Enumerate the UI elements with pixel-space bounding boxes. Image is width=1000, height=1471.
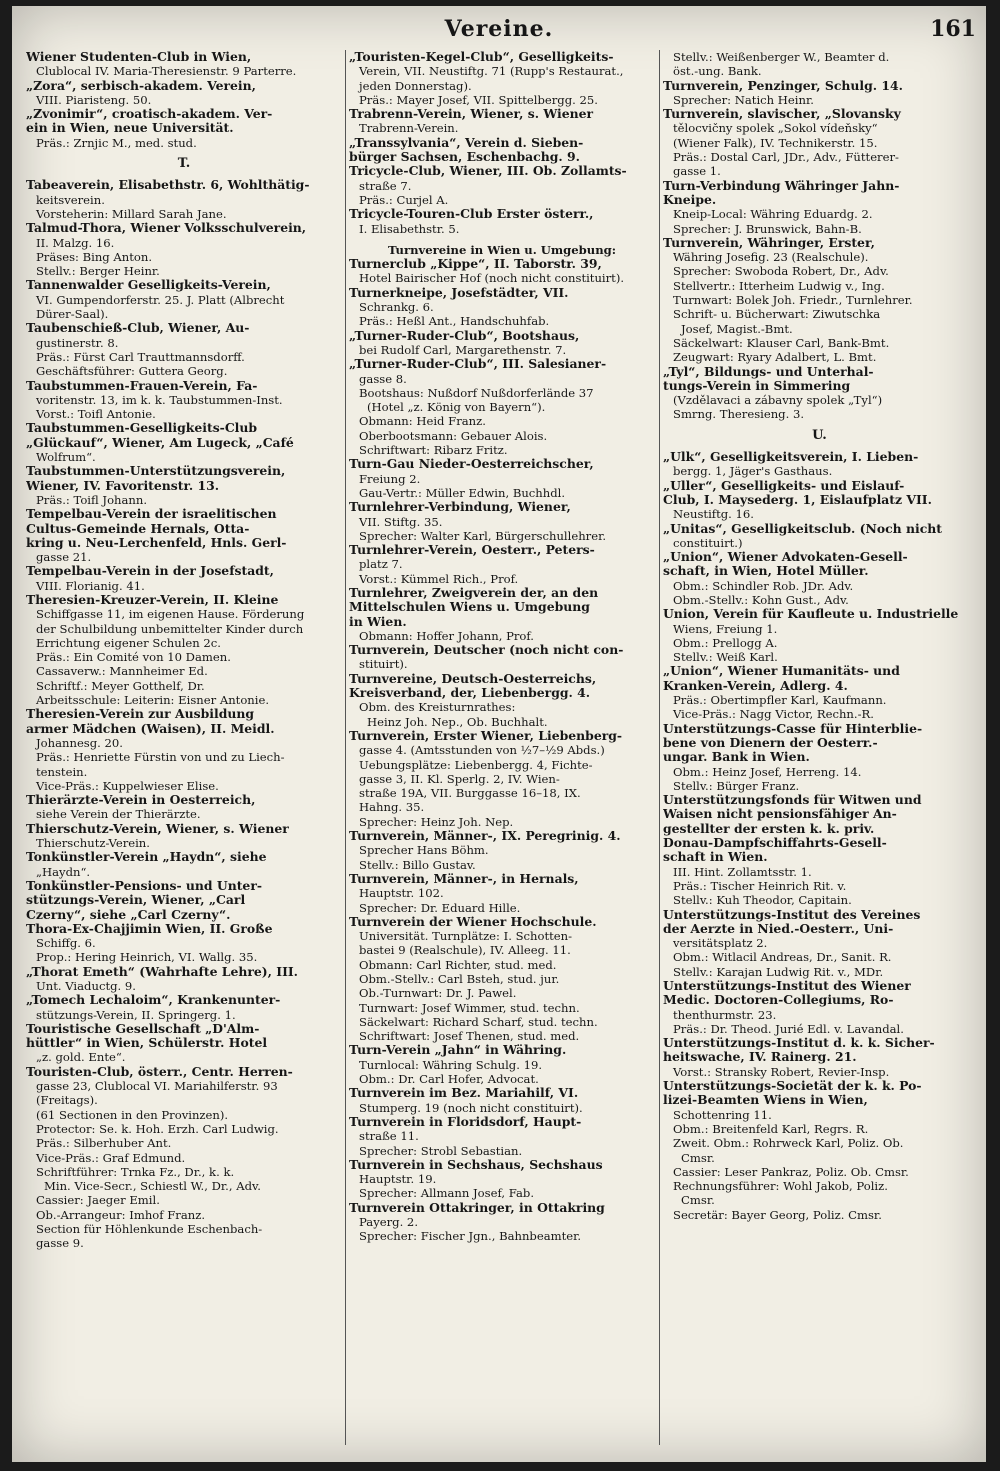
entry-heading: Turnverein der Wiener Hochschule. [349, 914, 597, 929]
entry-heading: „Transsylvania“, Verein d. Sieben- [349, 135, 584, 150]
column-rule [345, 50, 346, 1445]
entry-heading: Waisen nicht pensionsfähiger An- [663, 807, 897, 822]
entry-heading: Czerny“, siehe „Carl Czerny“. [26, 907, 231, 922]
entry-heading: Tabeaverein, Elisabethstr. 6, Wohlthätig- [26, 178, 310, 193]
entry-heading: Union, Verein für Kaufleute u. Industrielle [663, 607, 959, 622]
entry-line: thenthurmstr. 23. [673, 1007, 777, 1022]
entry-heading: Turnverein, slavischer, „Slovansky [663, 107, 901, 122]
entry-heading: Turn-Verbindung Währinger Jahn- [663, 178, 900, 193]
entry-line: Vorst.: Toifl Antonie. [36, 407, 156, 422]
entry-line: I. Elisabethstr. 5. [359, 221, 460, 236]
entry-heading: ungar. Bank in Wien. [663, 750, 810, 765]
spacer [26, 150, 342, 157]
entry-line: Säckelwart: Klauser Carl, Bank-Bmt. [673, 335, 890, 350]
entry-line: bergg. 1, Jäger's Gasthaus. [673, 464, 833, 479]
entry-heading: Thierschutz-Verein, Wiener, s. Wiener [26, 821, 289, 836]
entry-line: der Schulbildung unbemittelter Kinder durch [36, 621, 304, 636]
entry-heading: Wiener Studenten-Club in Wien, [26, 50, 252, 64]
entry-heading: der Aerzte in Nied.-Oesterr., Uni- [663, 921, 894, 936]
entry-line: Dürer-Saal). [36, 307, 109, 322]
entry-heading: Unterstützungs-Institut des Vereines [663, 907, 921, 922]
entry-line: gasse 1. [673, 164, 721, 179]
column-left [26, 50, 342, 1455]
section-letter: U. [812, 428, 827, 443]
entry-heading: „Thorat Emeth“ (Wahrhafte Lehre), III. [26, 964, 298, 979]
entry-heading: Thora-Ex-Chajjimin Wien, II. Große [26, 921, 273, 936]
entry-line: Sprecher: Strobl Sebastian. [359, 1143, 523, 1158]
column-rule [659, 50, 660, 1445]
entry-heading: stützungs-Verein, Wiener, „Carl [26, 893, 246, 908]
entry-line: Min. Vice-Secr., Schiestl W., Dr., Adv. [44, 1179, 261, 1194]
entry-line: Stumperg. 19 (noch nicht constituirt). [359, 1100, 583, 1115]
entry-heading: „Uller“, Geselligkeits- und Eislauf- [663, 478, 905, 493]
entry-heading: Unterstützungsfonds für Witwen und [663, 793, 922, 808]
entry-line: Schriftf.: Meyer Gotthelf, Dr. [36, 678, 205, 693]
running-title: Vereine. [444, 16, 554, 42]
entry-line: Geschäftsführer: Guttera Georg. [36, 364, 228, 379]
entry-line: Turnwart: Bolek Joh. Friedr., Turnlehrer. [673, 293, 913, 308]
entry-line: gustinerstr. 8. [36, 335, 119, 350]
entry-line: Secretär: Bayer Georg, Poliz. Cmsr. [673, 1207, 882, 1222]
entry-heading: Theresien-Kreuzer-Verein, II. Kleine [26, 592, 279, 607]
subsection-heading: Turnvereine in Wien u. Umgebung: [387, 242, 617, 257]
entry-line: Bootshaus: Nußdorf Nußdorferlände 37 [359, 385, 594, 400]
entry-line: VIII. Florianig. 41. [36, 578, 145, 593]
entry-line: Präs.: Ein Comité von 10 Damen. [36, 650, 231, 665]
entry-line: Josef, Magist.-Bmt. [681, 321, 793, 336]
spacer [26, 171, 342, 178]
entry-line: (61 Sectionen in den Provinzen). [36, 1107, 229, 1122]
entry-line: Thierschutz-Verein. [36, 836, 150, 851]
entry-line: Stellv.: Kuh Theodor, Capitain. [673, 893, 852, 908]
entry-line: Wiens, Freiung 1. [673, 621, 778, 636]
entry-line: gasse 21. [36, 550, 92, 565]
entry-heading: Tricycle-Touren-Club Erster österr., [349, 207, 594, 222]
entry-line: Unt. Viaductg. 9. [36, 979, 136, 993]
column-middle [349, 50, 655, 1455]
entry-line: Hotel Bairischer Hof (noch nicht constituirt). [359, 271, 625, 286]
entry-line: Präs.: Dr. Theod. Jurié Edl. v. Lavandal. [673, 1021, 904, 1036]
entry-line: platz 7. [359, 557, 403, 572]
entry-heading: Tonkünstler-Verein „Haydn“, siehe [26, 850, 267, 865]
entry-heading: Theresien-Verein zur Ausbildung [26, 707, 255, 722]
entry-line: Hauptstr. 19. [359, 1172, 437, 1187]
entry-line: Cmsr. [681, 1193, 715, 1208]
entry-line: Sprecher: Swoboda Robert, Dr., Adv. [673, 264, 889, 279]
entry-line: Präs.: Mayer Josef, VII. Spittelbergg. 25. [359, 92, 598, 107]
entry-line: gasse 4. (Amtsstunden von ½7–½9 Abds.) [359, 743, 605, 758]
entry-line: tenstein. [36, 764, 88, 779]
entry-heading: Unterstützungs-Societät der k. k. Po- [663, 1079, 922, 1094]
entry-line: Rechnungsführer: Wohl Jakob, Poliz. [673, 1179, 888, 1194]
entry-heading: „Touristen-Kegel-Club“, Geselligkeits- [349, 50, 614, 64]
entry-heading: Turn-Verein „Jahn“ in Währing. [349, 1043, 567, 1058]
entry-line: Smrng. Theresieng. 3. [673, 407, 805, 422]
entry-line: Freiung 2. [359, 471, 421, 486]
entry-line: Obmann: Hoffer Johann, Prof. [359, 628, 534, 643]
entry-line: Obm.: Breitenfeld Karl, Regrs. R. [673, 1121, 869, 1136]
entry-heading: Trabrenn-Verein, Wiener, s. Wiener [349, 107, 594, 122]
entry-line: Präs.: Tischer Heinrich Rit. v. [673, 878, 847, 893]
spacer [349, 236, 655, 243]
entry-heading: „Turner-Ruder-Club“, Bootshaus, [349, 328, 580, 343]
entry-heading: Turnlehrer, Zweigverein der, an den [349, 585, 599, 600]
entry-heading: Wiener, IV. Favoritenstr. 13. [26, 478, 220, 493]
entry-line: gasse 3, II. Kl. Sperlg. 2, IV. Wien- [359, 771, 560, 786]
entry-heading: Thierärzte-Verein in Oesterreich, [26, 793, 256, 808]
entry-line: bei Rudolf Carl, Margarethenstr. 7. [359, 342, 567, 357]
page-header [12, 16, 986, 46]
book-page [12, 6, 986, 1462]
entry-line: Heinz Joh. Nep., Ob. Buchhalt. [367, 714, 548, 729]
entry-line: gasse 8. [359, 371, 407, 386]
entry-line: öst.-ung. Bank. [673, 64, 762, 79]
entry-heading: „Zvonimir“, croatisch-akadem. Ver- [26, 107, 273, 122]
entry-line: Präs.: Heßl Ant., Handschuhfab. [359, 314, 550, 329]
entry-heading: hüttler“ in Wien, Schülerstr. Hotel [26, 1036, 268, 1051]
entry-line: Johannesg. 20. [36, 735, 123, 750]
entry-line: (Wiener Falk), IV. Technikerstr. 15. [673, 135, 878, 150]
entry-line: Prop.: Hering Heinrich, VI. Wallg. 35. [36, 950, 258, 965]
entry-heading: gestellter der ersten k. k. priv. [663, 821, 875, 836]
entry-heading: Unterstützungs-Institut des Wiener [663, 979, 911, 993]
entry-line: Hahng. 35. [359, 800, 425, 815]
entry-heading: „Glückauf“, Wiener, Am Lugeck, „Café [26, 435, 294, 450]
entry-heading: Taubstummen-Geselligkeits-Club [26, 421, 258, 436]
entry-heading: bürger Sachsen, Eschenbachg. 9. [349, 150, 580, 165]
entry-line: Ob.-Arrangeur: Imhof Franz. [36, 1207, 206, 1222]
entry-line: gasse 23, Clublocal VI. Mariahilferstr. 93 [36, 1079, 278, 1094]
entry-line: Wolfrum“. [36, 450, 96, 465]
entry-heading: „Unitas“, Geselligkeitsclub. (Noch nicht [663, 521, 942, 536]
entry-line: Stellv.: Karajan Ludwig Rit. v., MDr. [673, 964, 884, 979]
entry-line: Stellv.: Berger Heinr. [36, 264, 160, 279]
entry-line: Stellvertr.: Itterheim Ludwig v., Ing. [673, 278, 885, 293]
entry-heading: Touristische Gesellschaft „D'Alm- [26, 1021, 260, 1036]
entry-heading: Club, I. Maysederg. 1, Eislaufplatz VII. [663, 492, 932, 507]
entry-heading: armer Mädchen (Waisen), II. Meidl. [26, 721, 275, 736]
spacer [663, 443, 976, 450]
entry-heading: schaft, in Wien, Hotel Müller. [663, 564, 869, 579]
entry-heading: Kranken-Verein, Adlerg. 4. [663, 678, 848, 693]
entry-heading: Turnverein, Männer-, IX. Peregrinig. 4. [349, 829, 621, 844]
entry-line: VII. Stiftg. 35. [359, 514, 443, 529]
entry-heading: „Union“, Wiener Advokaten-Gesell- [663, 550, 908, 565]
page-number: 161 [930, 16, 976, 42]
entry-heading: Tonkünstler-Pensions- und Unter- [26, 878, 262, 893]
entry-line: Vice-Präs.: Kuppelwieser Elise. [36, 778, 219, 793]
entry-heading: heitswache, IV. Rainerg. 21. [663, 1050, 857, 1065]
entry-heading: „Ulk“, Geselligkeitsverein, I. Lieben- [663, 450, 919, 465]
entry-line: Obm.-Stellv.: Carl Bsteh, stud. jur. [359, 972, 560, 986]
entry-line: Zweit. Obm.: Rohrweck Karl, Poliz. Ob. [673, 1136, 904, 1151]
entry-line: straße 7. [359, 178, 412, 193]
entry-line: siehe Verein der Thierärzte. [36, 807, 201, 822]
entry-heading: Turnverein, Deutscher (noch nicht con- [349, 643, 624, 658]
entry-line: Schottenring 11. [673, 1107, 772, 1122]
entry-line: Obm.: Prellogg A. [673, 635, 778, 650]
entry-line: Obmann: Carl Richter, stud. med. [359, 957, 557, 972]
entry-heading: „Union“, Wiener Humanitäts- und [663, 664, 900, 679]
entry-line: „z. gold. Ente“. [36, 1050, 126, 1065]
entry-line: Clublocal IV. Maria-Theresienstr. 9 Parterre. [36, 64, 297, 79]
entry-heading: kring u. Neu-Lerchenfeld, Hnls. Gerl- [26, 535, 287, 550]
entry-heading: Turnlehrer-Verein, Oesterr., Peters- [349, 543, 595, 558]
entry-line: Präs.: Henriette Fürstin von und zu Liech- [36, 750, 285, 765]
entry-heading: Turnverein, Männer-, in Hernals, [349, 871, 579, 886]
entry-line: straße 11. [359, 1129, 419, 1144]
entry-line: Cmsr. [681, 1150, 715, 1165]
entry-line: Vice-Präs.: Graf Edmund. [36, 1150, 186, 1165]
entry-line: Stellv.: Weiß Karl. [673, 650, 778, 665]
entry-line: VIII. Piaristeng. 50. [36, 92, 152, 107]
text-columns [26, 50, 976, 1455]
entry-line: Turnlocal: Währing Schulg. 19. [359, 1057, 543, 1072]
entry-line: jeden Donnerstag). [359, 78, 472, 93]
entry-line: Ob.-Turnwart: Dr. J. Pawel. [359, 986, 517, 1001]
entry-line: Stellv.: Bürger Franz. [673, 778, 800, 793]
entry-heading: Turnverein in Sechshaus, Sechshaus [349, 1157, 603, 1172]
entry-line: Vorst.: Kümmel Rich., Prof. [359, 571, 519, 586]
entry-line: „Haydn“. [36, 864, 91, 879]
entry-heading: Mittelschulen Wiens u. Umgebung [349, 600, 590, 615]
entry-heading: Turnerclub „Kippe“, II. Taborstr. 39, [349, 257, 602, 272]
entry-line: constituirt.) [673, 535, 743, 550]
entry-line: VI. Gumpendorferstr. 25. J. Platt (Albrecht [36, 292, 285, 307]
entry-line: Vorsteherin: Millard Sarah Jane. [36, 206, 227, 221]
entry-heading: „Tyl“, Bildungs- und Unterhal- [663, 364, 874, 379]
entry-line: (Vzdělavaci a zábavny spolek „Tyl“) [673, 393, 883, 408]
entry-line: stützungs-Verein, II. Springerg. 1. [36, 1007, 236, 1022]
entry-heading: bene von Dienern der Oesterr.- [663, 735, 878, 750]
entry-line: Obm.: Heinz Josef, Herreng. 14. [673, 764, 862, 779]
entry-line: Neustiftg. 16. [673, 507, 754, 522]
spacer [663, 422, 976, 429]
column-right [663, 50, 976, 1455]
entry-line: Sprecher: Allmann Josef, Fab. [359, 1186, 534, 1201]
entry-heading: Turnerkneipe, Josefstädter, VII. [349, 285, 569, 300]
entry-line: Universität. Turnplätze: I. Schotten- [359, 929, 573, 944]
entry-line: Protector: Se. k. Hoh. Erzh. Carl Ludwig. [36, 1121, 279, 1136]
entry-heading: Unterstützungs-Casse für Hinterblie- [663, 721, 923, 736]
entry-line: Obm. des Kreisturnrathes: [359, 700, 516, 715]
entry-heading: Donau-Dampfschiffahrts-Gesell- [663, 836, 887, 851]
entry-heading: Turnverein, Penzinger, Schulg. 14. [663, 78, 903, 93]
entry-line: Trabrenn-Verein. [359, 121, 459, 136]
entry-heading: „Tomech Lechaloim“, Krankenunter- [26, 993, 281, 1008]
entry-line: Obm.-Stellv.: Kohn Gust., Adv. [673, 592, 849, 607]
entry-line: Sprecher: Heinz Joh. Nep. [359, 814, 514, 829]
entry-line: Sprecher: Natich Heinr. [673, 92, 814, 107]
entry-line: (Freitags). [36, 1093, 98, 1108]
entry-line: keitsverein. [36, 192, 105, 207]
entry-heading: ein in Wien, neue Universität. [26, 121, 234, 136]
entry-line: Sprecher Hans Böhm. [359, 843, 489, 858]
entry-line: Obm.: Witlacil Andreas, Dr., Sanit. R. [673, 950, 892, 965]
entry-line: Schrift- u. Bücherwart: Ziwutschka [673, 307, 881, 322]
entry-heading: Touristen-Club, österr., Centr. Herren- [26, 1064, 293, 1079]
entry-heading: Tempelbau-Verein in der Josefstadt, [26, 564, 274, 579]
entry-line: Errichtung eigener Schulen 2c. [36, 635, 221, 650]
entry-heading: Tempelbau-Verein der israelitischen [26, 507, 277, 522]
entry-line: versitätsplatz 2. [673, 936, 768, 951]
entry-line: Vice-Präs.: Nagg Victor, Rechn.-R. [673, 707, 874, 722]
entry-line: Sprecher: Fischer Jgn., Bahnbeamter. [359, 1229, 582, 1244]
entry-line: Obm.: Schindler Rob. JDr. Adv. [673, 578, 854, 593]
entry-line: Währing Josefig. 23 (Realschule). [673, 250, 869, 265]
entry-line: Schriftwart: Josef Thenen, stud. med. [359, 1029, 580, 1044]
entry-heading: Kneipe. [663, 192, 717, 207]
entry-heading: tungs-Verein in Simmering [663, 378, 851, 393]
entry-line: Vorst.: Stransky Robert, Revier-Insp. [673, 1064, 890, 1079]
entry-line: Turnwart: Josef Wimmer, stud. techn. [359, 1000, 580, 1015]
entry-line: Obmann: Heid Franz. [359, 414, 486, 429]
entry-heading: Kreisverband, der, Liebenbergg. 4. [349, 686, 591, 701]
entry-line: III. Hint. Zollamtsstr. 1. [673, 864, 812, 879]
entry-line: gasse 9. [36, 1236, 84, 1251]
entry-heading: Taubenschieß-Club, Wiener, Au- [26, 321, 250, 336]
entry-heading: Tricycle-Club, Wiener, III. Ob. Zollamts- [349, 164, 627, 179]
entry-heading: Turnverein Ottakringer, in Ottakring [349, 1200, 605, 1215]
entry-heading: Unterstützungs-Institut d. k. k. Sicher- [663, 1036, 935, 1051]
entry-heading: Cultus-Gemeinde Hernals, Otta- [26, 521, 250, 536]
entry-line: voritenstr. 13, im k. k. Taubstummen-Inst. [36, 392, 283, 407]
entry-line: Sprecher: Dr. Eduard Hille. [359, 900, 521, 915]
entry-heading: „Zora“, serbisch-akadem. Verein, [26, 78, 256, 93]
entry-line: Präs.: Toifl Johann. [36, 492, 148, 507]
entry-heading: schaft in Wien. [663, 850, 768, 865]
entry-line: Schrankg. 6. [359, 300, 434, 315]
entry-line: Präs.: Zrnjic M., med. stud. [36, 135, 197, 150]
entry-line: Präs.: Fürst Carl Trauttmannsdorff. [36, 349, 245, 364]
entry-heading: Turnverein im Bez. Mariahilf, VI. [349, 1086, 579, 1101]
entry-line: tělocvičny spolek „Sokol vídeňsky“ [673, 121, 878, 136]
entry-line: II. Malzg. 16. [36, 235, 115, 250]
entry-line: Präs.: Silberhuber Ant. [36, 1136, 172, 1151]
entry-heading: Turnverein, Währinger, Erster, [663, 235, 875, 250]
entry-heading: Turnvereine, Deutsch-Oesterreichs, [349, 671, 597, 686]
entry-line: Cassaverw.: Mannheimer Ed. [36, 664, 208, 679]
entry-line: Sprecher: J. Brunswick, Bahn-B. [673, 221, 862, 236]
entry-line: Gau-Vertr.: Müller Edwin, Buchhdl. [359, 485, 566, 500]
entry-heading: Turn-Gau Nieder-Oesterreichscher, [349, 457, 594, 472]
entry-line: Stellv.: Billo Gustav. [359, 857, 476, 872]
entry-line: Schriftführer: Trnka Fz., Dr., k. k. [36, 1164, 235, 1179]
entry-line: Präs.: Obertimpfler Karl, Kaufmann. [673, 693, 887, 708]
entry-heading: Turnverein, Erster Wiener, Liebenberg- [349, 728, 623, 743]
entry-line: Präses: Bing Anton. [36, 249, 153, 264]
entry-line: Präs.: Dostal Carl, JDr., Adv., Fütterer- [673, 150, 899, 165]
entry-heading: „Turner-Ruder-Club“, III. Salesianer- [349, 357, 607, 372]
section-letter: T. [177, 157, 191, 172]
entry-line: stituirt). [359, 657, 408, 672]
entry-line: Stellv.: Weißenberger W., Beamter d. [673, 50, 890, 64]
entry-line: Verein, VII. Neustiftg. 71 (Rupp's Restaurat., [359, 64, 624, 79]
entry-line: Sprecher: Walter Karl, Bürgerschullehrer. [359, 528, 607, 543]
entry-line: Schiffgasse 11, im eigenen Hause. Förderung [36, 607, 305, 622]
entry-heading: Taubstummen-Unterstützungsverein, [26, 464, 286, 479]
entry-heading: Taubstummen-Frauen-Verein, Fa- [26, 378, 258, 393]
entry-line: Obm.: Dr. Carl Hofer, Advocat. [359, 1072, 539, 1087]
entry-heading: Talmud-Thora, Wiener Volksschulverein, [26, 221, 307, 236]
entry-line: Präs.: Curjel A. [359, 192, 449, 207]
entry-line: Payerg. 2. [359, 1215, 418, 1230]
entry-line: Arbeitsschule: Leiterin: Eisner Antonie. [36, 693, 270, 708]
entry-heading: Turnverein in Floridsdorf, Haupt- [349, 1114, 582, 1129]
entry-heading: in Wien. [349, 614, 407, 629]
entry-line: Cassier: Leser Pankraz, Poliz. Ob. Cmsr. [673, 1164, 909, 1179]
entry-line: (Hotel „z. König von Bayern“). [367, 400, 546, 415]
entry-line: Section für Höhlenkunde Eschenbach- [36, 1222, 263, 1237]
entry-heading: Turnlehrer-Verbindung, Wiener, [349, 500, 571, 515]
entry-line: Oberbootsmann: Gebauer Alois. [359, 428, 548, 443]
entry-heading: lizei-Beamten Wiens in Wien, [663, 1093, 868, 1108]
entry-line: Uebungsplätze: Liebenbergg. 4, Fichte- [359, 757, 593, 772]
entry-line: Schriftwart: Ribarz Fritz. [359, 443, 508, 458]
entry-line: bastei 9 (Realschule), IV. Alleeg. 11. [359, 943, 571, 958]
entry-heading: Tannenwalder Geselligkeits-Verein, [26, 278, 271, 293]
entry-line: Cassier: Jaeger Emil. [36, 1193, 160, 1208]
entry-line: straße 19A, VII. Burggasse 16–18, IX. [359, 786, 581, 801]
entry-line: Hauptstr. 102. [359, 886, 444, 901]
entry-line: Kneip-Local: Währing Eduardg. 2. [673, 207, 873, 222]
entry-line: Schiffg. 6. [36, 936, 96, 951]
entry-line: Säckelwart: Richard Scharf, stud. techn. [359, 1014, 598, 1029]
entry-line: Zeugwart: Ryary Adalbert, L. Bmt. [673, 350, 877, 365]
entry-heading: Medic. Doctoren-Collegiums, Ro- [663, 993, 894, 1008]
